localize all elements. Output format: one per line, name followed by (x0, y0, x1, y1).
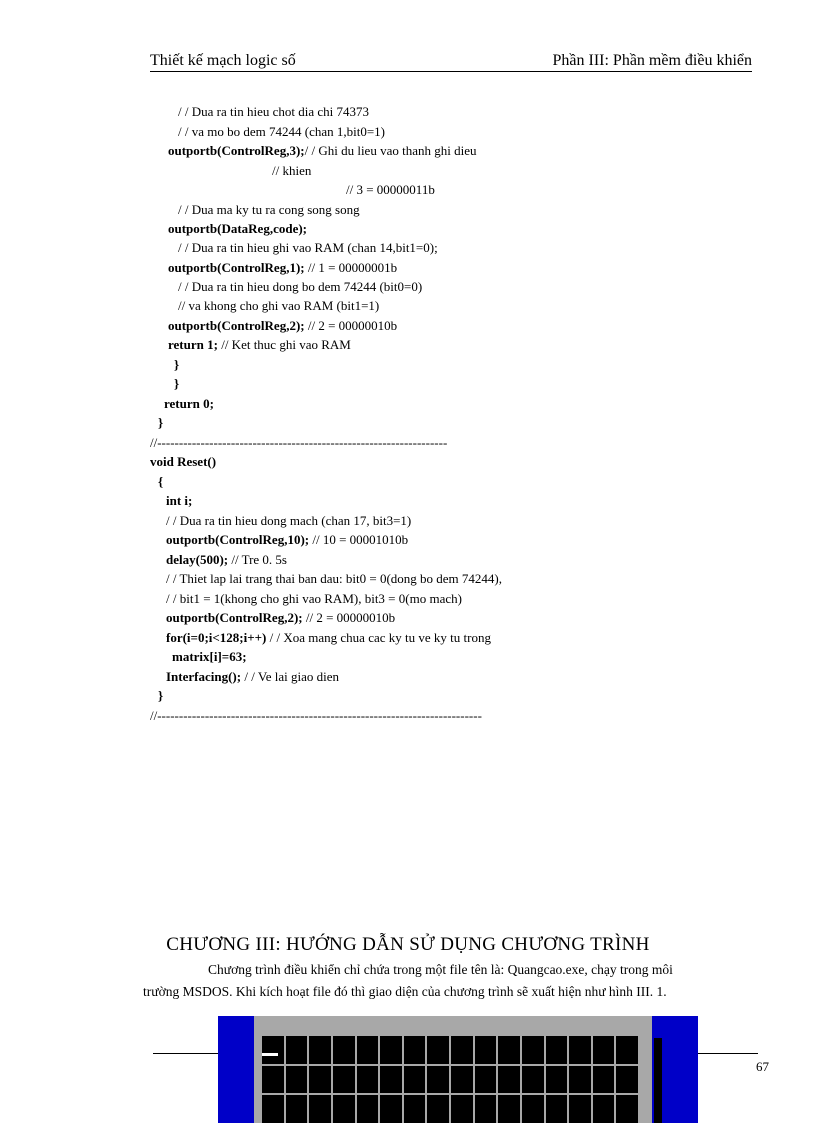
code-statement: void Reset() (150, 454, 217, 469)
code-statement: outportb(ControlReg,10); (166, 532, 310, 547)
led-cell (262, 1036, 284, 1064)
led-cell (569, 1095, 591, 1123)
code-statement: outportb(ControlReg,2); (168, 318, 305, 333)
code-comment: // Ket thuc ghi vao RAM (217, 337, 351, 352)
text-cursor (262, 1053, 278, 1056)
code-line: / / Dua ra tin hieu dong mach (chan 17, bit3=1) (166, 513, 412, 528)
code-line (158, 688, 163, 704)
code-line (166, 610, 395, 626)
code-line (172, 649, 247, 665)
led-cell (498, 1066, 520, 1094)
led-cell (309, 1036, 331, 1064)
code-comment: / / Xoa mang chua cac ky tu ve ky tu trong (266, 630, 491, 645)
code-statement: } (158, 688, 164, 703)
code-line: / / va mo bo dem 74244 (chan 1,bit0=1) (178, 124, 385, 139)
code-line (150, 454, 216, 470)
led-cell (616, 1036, 638, 1064)
code-line: / / Thiet lap lai trang thai ban dau: bit0 = 0(dong bo dem 74244), (166, 571, 503, 586)
footer-rule-left (153, 1053, 218, 1054)
code-line (166, 552, 287, 568)
led-cell (309, 1066, 331, 1094)
led-cell (593, 1066, 615, 1094)
code-line (168, 260, 397, 276)
code-line (158, 474, 163, 490)
led-cell (616, 1095, 638, 1123)
led-cell (286, 1066, 308, 1094)
led-cell (404, 1095, 426, 1123)
code-statement: int i; (166, 493, 193, 508)
code-line (168, 337, 351, 353)
led-cell (475, 1095, 497, 1123)
led-matrix-grid (262, 1036, 638, 1123)
code-line: //------------------------------------------------------------------- (150, 435, 448, 450)
code-statement: return 1; (168, 337, 218, 352)
program-screenshot-figure (218, 1016, 698, 1123)
code-line (168, 143, 476, 159)
led-cell (309, 1095, 331, 1123)
code-statement: { (158, 474, 164, 489)
code-line: / / bit1 = 1(khong cho ghi vao RAM), bit3 = 0(mo mach) (166, 591, 462, 606)
led-cell (427, 1036, 449, 1064)
code-comment: // 2 = 00000010b (304, 318, 398, 333)
led-cell (333, 1036, 355, 1064)
code-statement: } (174, 376, 180, 391)
led-cell (569, 1066, 591, 1094)
led-cell (333, 1066, 355, 1094)
led-cell (404, 1066, 426, 1094)
header-section: Phần III: Phần mềm điều khiển (552, 52, 752, 69)
code-line (166, 532, 408, 548)
code-line: / / Dua ra tin hieu chot dia chi 74373 (178, 104, 369, 119)
led-cell (593, 1036, 615, 1064)
code-statement: delay(500); (166, 552, 229, 567)
led-cell (380, 1095, 402, 1123)
code-comment: // 1 = 00000001b (304, 260, 398, 275)
led-cell (451, 1036, 473, 1064)
code-line (164, 396, 214, 412)
code-statement: } (174, 357, 180, 372)
code-line: / / Dua ra tin hieu dong bo dem 74244 (bit0=0) (178, 279, 423, 294)
code-line: // 3 = 00000011b (346, 182, 435, 197)
code-line (168, 318, 397, 334)
page-number: 67 (756, 1059, 769, 1074)
code-statement: outportb(ControlReg,1); (168, 260, 305, 275)
led-cell (546, 1095, 568, 1123)
led-cell (569, 1036, 591, 1064)
led-cell (522, 1066, 544, 1094)
code-statement: matrix[i]=63; (172, 649, 247, 664)
led-cell (616, 1066, 638, 1094)
code-line (168, 221, 307, 237)
footer-rule-right (698, 1053, 758, 1054)
led-cell (286, 1095, 308, 1123)
header-title: Thiết kế mạch logic số (150, 52, 296, 69)
code-comment: // Tre 0. 5s (228, 552, 287, 567)
code-line: / / Dua ra tin hieu ghi vao RAM (chan 14,bit1=0); (178, 240, 438, 255)
code-line: //--------------------------------------------------------------------------- (150, 708, 482, 723)
code-statement: Interfacing(); (166, 669, 242, 684)
led-cell (404, 1036, 426, 1064)
led-cell (498, 1036, 520, 1064)
intro-paragraph-line-2: trường MSDOS. Khi kích hoạt file đó thì giao diện của chương trình sẽ xuất hiện như hình III. 1. (143, 984, 667, 999)
code-line: / / Dua ma ky tu ra cong song song (178, 202, 360, 217)
led-cell (427, 1095, 449, 1123)
led-cell (357, 1066, 379, 1094)
code-comment: // 2 = 00000010b (302, 610, 396, 625)
code-comment: // 10 = 00001010b (309, 532, 409, 547)
header-rule (150, 71, 752, 72)
screen-side-bar (654, 1038, 662, 1123)
led-cell (451, 1066, 473, 1094)
led-cell (286, 1036, 308, 1064)
code-statement: return 0; (164, 396, 214, 411)
led-cell (357, 1036, 379, 1064)
code-line (166, 493, 192, 509)
led-cell (262, 1066, 284, 1094)
led-cell (451, 1095, 473, 1123)
led-matrix-panel (254, 1016, 652, 1123)
code-statement: for(i=0;i<128;i++) (166, 630, 267, 645)
led-cell (475, 1036, 497, 1064)
code-statement: outportb(ControlReg,2); (166, 610, 303, 625)
code-line: // va khong cho ghi vao RAM (bit1=1) (178, 298, 380, 313)
code-line (174, 357, 179, 373)
led-cell (593, 1095, 615, 1123)
led-cell (380, 1036, 402, 1064)
intro-paragraph-line-1: Chương trình điều khiển chỉ chứa trong một file tên là: Quangcao.exe, chạy trong môi (208, 962, 673, 977)
led-cell (262, 1095, 284, 1123)
code-line: // khien (272, 163, 312, 178)
code-line (166, 669, 339, 685)
led-cell (475, 1066, 497, 1094)
code-statement: outportb(DataReg,code); (168, 221, 308, 236)
led-cell (333, 1095, 355, 1123)
code-line (174, 376, 179, 392)
led-cell (498, 1095, 520, 1123)
code-comment: / / Ghi du lieu vao thanh ghi dieu (304, 143, 477, 158)
led-cell (546, 1036, 568, 1064)
led-cell (522, 1095, 544, 1123)
code-comment: / / Ve lai giao dien (241, 669, 340, 684)
led-cell (380, 1066, 402, 1094)
chapter-title: CHƯƠNG III: HƯỚNG DẪN SỬ DỤNG CHƯƠNG TRÌNH (166, 934, 650, 955)
led-cell (357, 1095, 379, 1123)
led-cell (546, 1066, 568, 1094)
code-statement: } (158, 415, 164, 430)
code-line (166, 630, 491, 646)
led-cell (522, 1036, 544, 1064)
led-cell (427, 1066, 449, 1094)
code-line (158, 415, 163, 431)
code-statement: outportb(ControlReg,3); (168, 143, 305, 158)
